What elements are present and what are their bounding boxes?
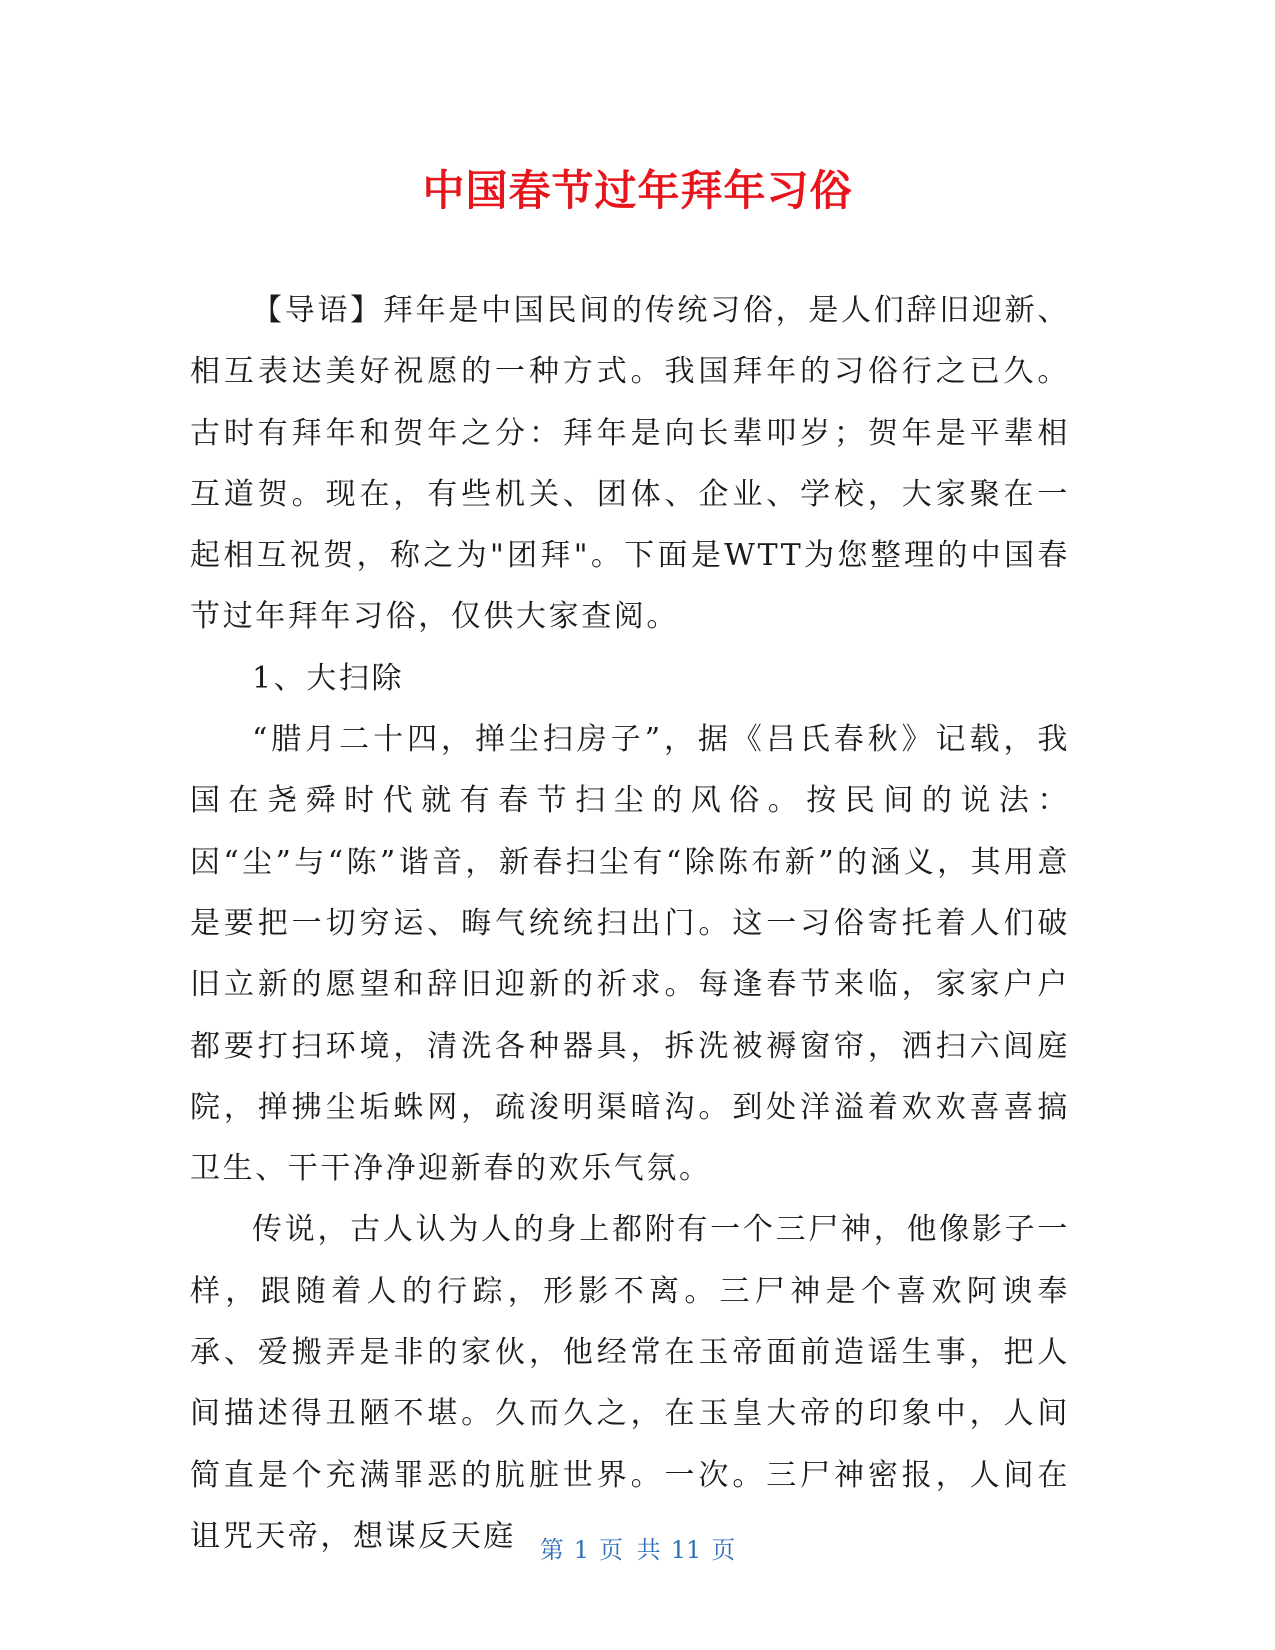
footer-page-number: 1 <box>573 1536 590 1564</box>
document-title: 中国春节过年拜年习俗 <box>422 166 853 215</box>
intro-paragraph: 【导语】拜年是中国民间的传统习俗，是人们辞旧迎新、相互表达美好祝愿的一种方式。我国拜年的习俗行之已久。古时有拜年和贺年之分：拜年是向长辈叩岁；贺年是平辈相互道贺。现在，有些机关、团体、企业、学校，大家聚在一起相互祝贺，称之为"团拜"。下面是WTT为您整理的中国春节过年拜年习俗，仅供大家查阅。 <box>190 293 1070 635</box>
body-paragraph: 传说，古人认为人的身上都附有一个三尸神，他像影子一样，跟随着人的行踪，形影不离。三尸神是个喜欢阿谀奉承、爱搬弄是非的家伙，他经常在玉帝面前造谣生事，把人间描述得丑陋不堪。久而久之，在玉皇大帝的印象中，人间简直是个充满罪恶的肮脏世界。一次。三尸神密报，人间在诅咒天帝，想谋反天庭 <box>190 1212 1070 1554</box>
document-body <box>190 280 1070 1567</box>
footer-total-pages: 11 <box>670 1536 702 1564</box>
page-footer <box>0 1530 1275 1565</box>
footer-mid: 页 共 <box>599 1536 661 1564</box>
body-paragraph: “腊月二十四，掸尘扫房子”，据《吕氏春秋》记载，我国在尧舜时代就有春节扫尘的风俗。按民间的说法：因“尘”与“陈”谐音，新春扫尘有“除陈布新”的涵义，其用意是要把一切穷运、晦气统统扫出门。这一习俗寄托着人们破旧立新的愿望和辞旧迎新的祈求。每逢春节来临，家家户户都要打扫环境，清洗各种器具，拆洗被褥窗帘，洒扫六闾庭院，掸拂尘垢蛛网，疏浚明渠暗沟。到处洋溢着欢欢喜喜搞卫生、干干净净迎新春的欢乐气氛。 <box>190 722 1070 1187</box>
footer-prefix: 第 <box>539 1536 564 1564</box>
footer-suffix: 页 <box>711 1536 736 1564</box>
section-heading: 1、大扫除 <box>252 660 405 696</box>
